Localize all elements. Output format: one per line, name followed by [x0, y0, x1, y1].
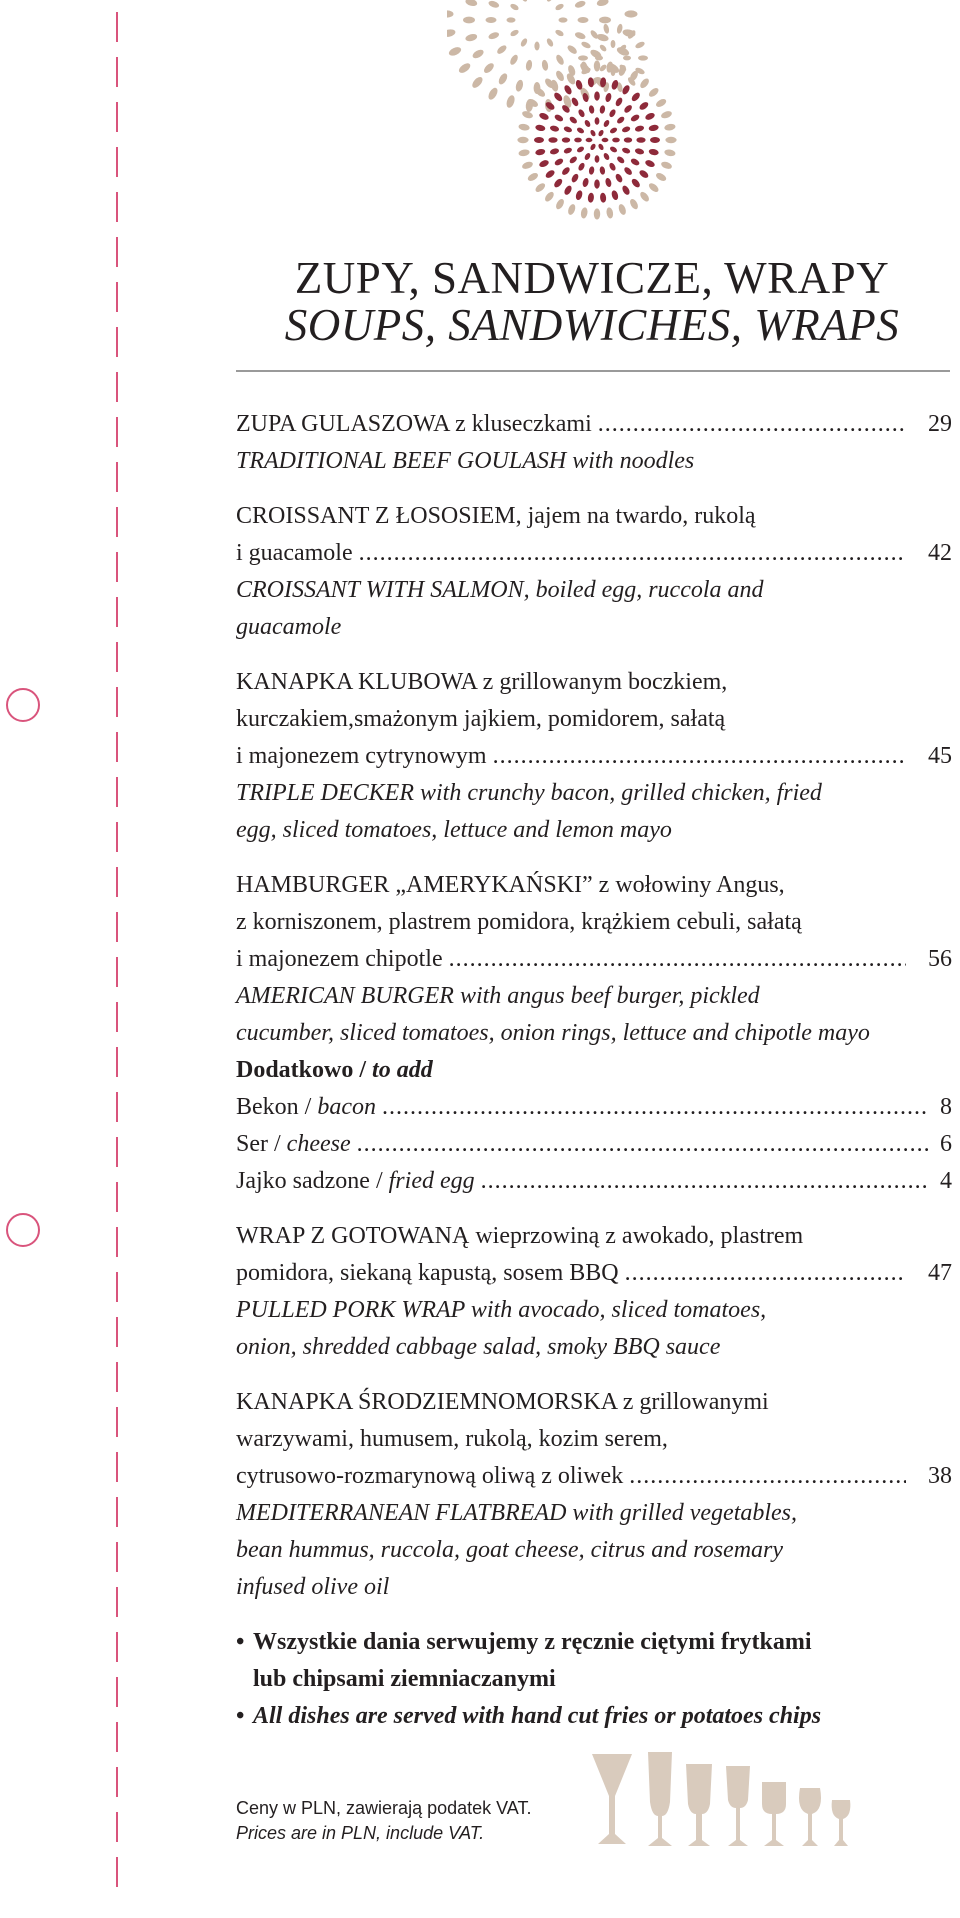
menu-item-name-pl: ZUPA GULASZOWA z kluseczkami	[236, 411, 592, 437]
binding-hole-icon	[6, 688, 40, 722]
menu-item-name-pl: i majonezem chipotle	[236, 946, 443, 972]
addon-name-en: bacon	[317, 1094, 376, 1120]
addons-section	[236, 1052, 952, 1200]
title-divider	[236, 370, 950, 372]
menu-item-description-en: TRIPLE DECKER with crunchy bacon, grilled chicken, fried	[236, 780, 822, 806]
addon-price: 4	[940, 1168, 952, 1194]
binding-dash	[116, 732, 118, 762]
menu-list	[236, 406, 952, 1735]
binding-dash	[116, 1722, 118, 1752]
menu-item-name-pl: cytrusowo-rozmarynową oliwą z oliwek	[236, 1463, 624, 1489]
binding-dash	[116, 192, 118, 222]
binding-dash	[116, 57, 118, 87]
addons-heading-en: to add	[372, 1057, 433, 1083]
dot-leader	[382, 1089, 928, 1126]
addon-row	[236, 1089, 952, 1126]
binding-dash	[116, 1182, 118, 1212]
menu-item	[236, 498, 952, 646]
binding-dash	[116, 1317, 118, 1347]
binding-dash	[116, 1092, 118, 1122]
binding-dash	[116, 1587, 118, 1617]
menu-item-description-en: CROISSANT WITH SALMON, boiled egg, ruccola and	[236, 577, 764, 603]
price-footer	[236, 1796, 531, 1846]
binding-hole-icon	[6, 1213, 40, 1247]
binding-dash	[116, 552, 118, 582]
serving-notes	[236, 1624, 952, 1735]
menu-item	[236, 664, 952, 849]
addon-name-en: cheese	[286, 1131, 351, 1157]
note-en-line	[236, 1698, 952, 1735]
addon-name-pl: Jajko sadzone	[236, 1168, 370, 1194]
menu-item-description-en: onion, shredded cabbage salad, smoky BBQ sauce	[236, 1334, 721, 1360]
menu-item-price-row	[236, 1458, 952, 1495]
binding-dash	[116, 822, 118, 852]
dot-leader	[493, 738, 906, 775]
binding-dash	[116, 1272, 118, 1302]
menu-item-name-pl: KANAPKA ŚRODZIEMNOMORSKA z grillowanymi	[236, 1389, 769, 1415]
addon-separator: /	[369, 1168, 389, 1194]
binding-dash	[116, 327, 118, 357]
menu-item-price-row	[236, 406, 952, 443]
binding-dash	[116, 1047, 118, 1077]
note-pl-line-2: lub chipsami ziemniaczanymi	[253, 1666, 556, 1692]
addons-heading-separator: /	[353, 1057, 373, 1083]
addon-separator: /	[268, 1131, 287, 1157]
binding-dash	[116, 867, 118, 897]
addons-list	[236, 1089, 952, 1200]
menu-item-price-row	[236, 535, 952, 572]
binding-dash	[116, 417, 118, 447]
menu-item	[236, 1384, 952, 1606]
menu-item-price: 45	[928, 743, 952, 769]
addons-heading-pl: Dodatkowo	[236, 1057, 354, 1083]
menu-item-name-pl: warzywami, humusem, rukolą, kozim serem,	[236, 1426, 668, 1452]
binding-dash	[116, 1452, 118, 1482]
addon-name	[236, 1089, 376, 1126]
menu-item	[236, 867, 952, 1052]
binding-dash	[116, 687, 118, 717]
addon-row	[236, 1126, 952, 1163]
binding-dash	[116, 642, 118, 672]
binding-dash	[116, 237, 118, 267]
binding-dash	[116, 1677, 118, 1707]
addon-name-pl: Bekon	[236, 1094, 299, 1120]
menu-item-price: 56	[928, 946, 952, 972]
menu-item-price-row	[236, 941, 952, 978]
menu-item-name-pl: WRAP Z GOTOWANĄ wieprzowiną z awokado, plastrem	[236, 1223, 804, 1249]
binding-dash	[116, 147, 118, 177]
binding-dash	[116, 12, 118, 42]
binding-dash	[116, 1632, 118, 1662]
binding-dash	[116, 777, 118, 807]
binding-dash	[116, 1137, 118, 1167]
menu-item-description-en: MEDITERRANEAN FLATBREAD with grilled vegetables,	[236, 1500, 798, 1526]
dot-leader	[481, 1163, 928, 1200]
binding-dash	[116, 1497, 118, 1527]
menu-item-name-pl: KANAPKA KLUBOWA z grillowanym boczkiem,	[236, 669, 728, 695]
menu-item-description-en: cucumber, sliced tomatoes, onion rings, lettuce and chipotle mayo	[236, 1020, 870, 1046]
footer-pl: Ceny w PLN, zawierają podatek VAT.	[236, 1798, 532, 1818]
menu-item-price: 47	[928, 1260, 952, 1286]
menu-item-description-en: infused olive oil	[236, 1574, 390, 1600]
menu-item-name-pl: pomidora, siekaną kapustą, sosem BBQ	[236, 1260, 619, 1286]
addons-heading	[236, 1052, 952, 1089]
binding-dash	[116, 957, 118, 987]
menu-items	[236, 406, 952, 1606]
dot-leader	[359, 535, 906, 572]
glasses-silhouette-icon	[588, 1752, 958, 1852]
menu-item-name-pl: CROISSANT Z ŁOSOSIEM, jajem na twardo, rukolą	[236, 503, 756, 529]
dot-leader	[598, 406, 906, 443]
dot-leader	[629, 1458, 906, 1495]
menu-item-description-en: PULLED PORK WRAP with avocado, sliced tomatoes,	[236, 1297, 767, 1323]
binding-dash	[116, 1227, 118, 1257]
menu-item-name-pl: i guacamole	[236, 540, 353, 566]
addon-price: 8	[940, 1094, 952, 1120]
binding-dash	[116, 1002, 118, 1032]
binding-dash	[116, 462, 118, 492]
menu-item-name-pl: i majonezem cytrynowym	[236, 743, 487, 769]
menu-item-description-en: TRADITIONAL BEEF GOULASH with noodles	[236, 448, 695, 474]
binding-dash	[116, 372, 118, 402]
binding-dash	[116, 507, 118, 537]
bullet-icon: •	[236, 1703, 245, 1729]
binding-dash	[116, 1407, 118, 1437]
menu-item-price-row	[236, 738, 952, 775]
addon-name	[236, 1126, 351, 1163]
menu-item-description-en: egg, sliced tomatoes, lettuce and lemon mayo	[236, 817, 672, 843]
bullet-icon: •	[236, 1629, 245, 1655]
addon-row	[236, 1163, 952, 1200]
menu-item-price: 29	[928, 411, 952, 437]
addon-name	[236, 1163, 475, 1200]
menu-item	[236, 1218, 952, 1366]
dot-leader	[625, 1255, 906, 1292]
binding-dash	[116, 912, 118, 942]
menu-item-name-pl: z korniszonem, plastrem pomidora, krążkiem cebuli, sałatą	[236, 909, 802, 935]
dotted-circle-ornament-icon	[447, 0, 697, 222]
binding-dash	[116, 1857, 118, 1887]
dot-leader	[357, 1126, 928, 1163]
note-en-text: All dishes are served with hand cut fries or potatoes chips	[253, 1703, 822, 1729]
binding-dash	[116, 282, 118, 312]
note-pl-text-1: Wszystkie dania serwujemy z ręcznie ciętymi frytkami	[253, 1629, 812, 1655]
binding-dash	[116, 1812, 118, 1842]
binding-dash	[116, 597, 118, 627]
menu-item-name-pl: kurczakiem,smażonym jajkiem, pomidorem, sałatą	[236, 706, 726, 732]
menu-item-price-row	[236, 1255, 952, 1292]
menu-item-description-en: guacamole	[236, 614, 342, 640]
menu-item-description-en: bean hummus, ruccola, goat cheese, citrus and rosemary	[236, 1537, 784, 1563]
menu-item-price: 38	[928, 1463, 952, 1489]
addon-price: 6	[940, 1131, 952, 1157]
note-pl-line-1	[236, 1624, 952, 1661]
section-title-pl: ZUPY, SANDWICZE, WRAPY	[294, 253, 890, 303]
addon-name-en: fried egg	[388, 1168, 475, 1194]
section-title-en: SOUPS, SANDWICHES, WRAPS	[284, 300, 900, 350]
menu-item-description-en: AMERICAN BURGER with angus beef burger, pickled	[236, 983, 760, 1009]
binding-dash	[116, 102, 118, 132]
footer-en: Prices are in PLN, include VAT.	[236, 1823, 485, 1843]
menu-item	[236, 406, 952, 480]
menu-item-price: 42	[928, 540, 952, 566]
binding-dash	[116, 1542, 118, 1572]
menu-item-name-pl: HAMBURGER „AMERYKAŃSKI” z wołowiny Angus,	[236, 872, 785, 898]
binding-dash	[116, 1362, 118, 1392]
binding-dashed-line	[116, 0, 120, 1918]
addon-separator: /	[298, 1094, 318, 1120]
dot-leader	[449, 941, 906, 978]
binding-dash	[116, 1767, 118, 1797]
addon-name-pl: Ser	[236, 1131, 268, 1157]
